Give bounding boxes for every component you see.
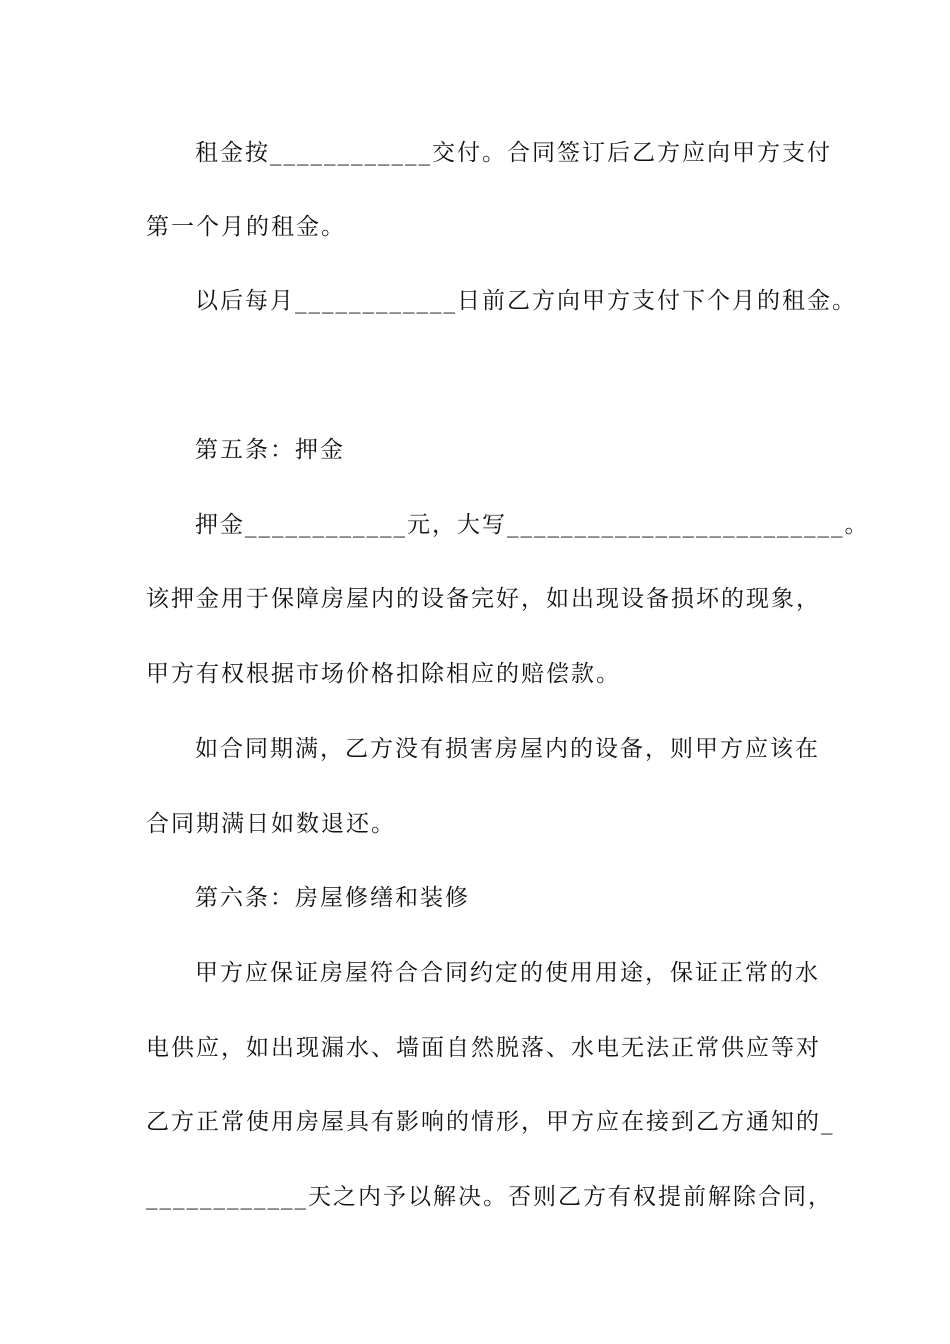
text-line: 甲方应保证房屋符合合同约定的使用用途，保证正常的水 — [195, 960, 820, 986]
section-heading: 第六条：房屋修缮和装修 — [195, 885, 470, 911]
text-line: 如合同期满，乙方没有损害房屋内的设备，则甲方应该在 — [195, 736, 820, 762]
text-line: ____________天之内予以解决。否则乙方有权提前解除合同， — [146, 1184, 833, 1210]
section-heading: 第五条：押金 — [195, 437, 345, 463]
text-line: 以后每月____________日前乙方向甲方支付下个月的租金。 — [195, 288, 857, 314]
text-line: 电供应，如出现漏水、墙面自然脱落、水电无法正常供应等对 — [146, 1035, 821, 1061]
text-line: 第一个月的租金。 — [146, 214, 346, 240]
text-line: 租金按____________交付。合同签订后乙方应向甲方支付 — [195, 140, 832, 166]
text-line: 该押金用于保障房屋内的设备完好，如出现设备损坏的现象， — [146, 586, 821, 612]
text-line: 甲方有权根据市场价格扣除相应的赔偿款。 — [146, 661, 621, 687]
text-line: 合同期满日如数退还。 — [146, 811, 396, 837]
text-line: 乙方正常使用房屋具有影响的情形，甲方应在接到乙方通知的_ — [146, 1109, 835, 1135]
text-line: 押金____________元，大写_________________________。 — [195, 512, 870, 538]
